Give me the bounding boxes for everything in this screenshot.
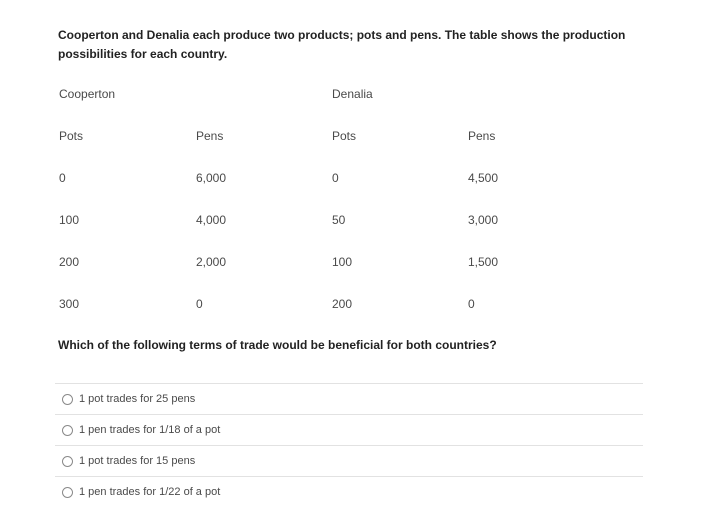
radio-button-icon[interactable] <box>62 456 73 467</box>
table-cell: 0 <box>59 171 66 185</box>
header-cooperton-pens: Pens <box>196 129 224 143</box>
table-cell: 300 <box>59 297 80 311</box>
table-cell: 100 <box>332 255 353 269</box>
answer-option-3[interactable] <box>55 445 643 476</box>
header-cooperton-pots: Pots <box>59 129 84 143</box>
table-cell: 200 <box>332 297 353 311</box>
table-cell: 6,000 <box>196 171 227 185</box>
answer-option-1[interactable] <box>55 383 643 414</box>
radio-button-icon[interactable] <box>62 487 73 498</box>
table-cell: 0 <box>332 171 339 185</box>
table-cell: 200 <box>59 255 80 269</box>
header-denalia-pots: Pots <box>332 129 357 143</box>
table-cell: 2,000 <box>196 255 227 269</box>
answer-option-label: 1 pen trades for 1/22 of a pot <box>79 486 221 498</box>
question-text: Cooperton and Denalia each produce two products; pots and pens. The table shows the production possibilities for each country. <box>58 28 626 61</box>
answer-option-label: 1 pot trades for 25 pens <box>79 393 196 405</box>
answer-option-label: 1 pen trades for 1/18 of a pot <box>79 424 221 436</box>
radio-button-icon[interactable] <box>62 425 73 436</box>
table-cell: 50 <box>332 213 346 227</box>
answer-option-4[interactable] <box>55 476 643 507</box>
country-denalia: Denalia <box>332 87 373 101</box>
table-cell: 1,500 <box>468 255 499 269</box>
table-cell: 0 <box>196 297 203 311</box>
table-cell: 0 <box>468 297 475 311</box>
table-cell: 4,500 <box>468 171 499 185</box>
country-cooperton: Cooperton <box>59 87 116 101</box>
table-cell: 3,000 <box>468 213 499 227</box>
radio-button-icon[interactable] <box>62 394 73 405</box>
sub-question-text: Which of the following terms of trade would be beneficial for both countries? <box>58 338 497 352</box>
table-cell: 4,000 <box>196 213 227 227</box>
table-cell: 100 <box>59 213 80 227</box>
header-denalia-pens: Pens <box>468 129 496 143</box>
answer-option-2[interactable] <box>55 414 643 445</box>
answer-options <box>55 383 643 507</box>
answer-option-label: 1 pot trades for 15 pens <box>79 455 196 467</box>
